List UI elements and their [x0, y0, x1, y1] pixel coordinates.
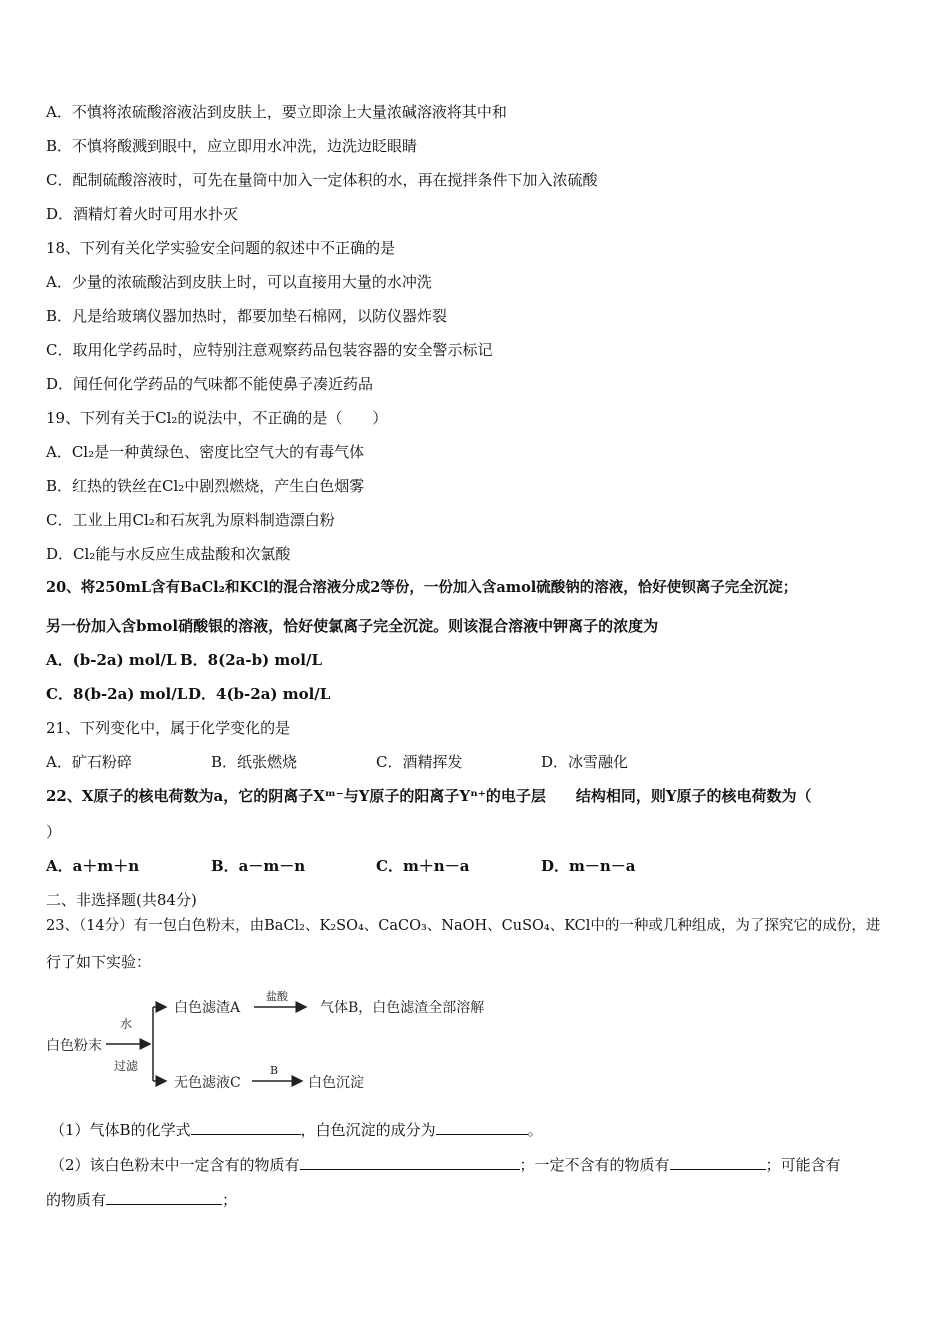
q20-option-d: D．4(b-2a) mol/L	[188, 685, 331, 703]
q21-option-c: C．酒精挥发	[376, 753, 463, 771]
q21-option-b: B．纸张燃烧	[211, 753, 298, 771]
diagram-start: 白色粉末	[46, 1038, 102, 1054]
q21-options	[46, 752, 628, 772]
answer-blank-gas-b[interactable]	[191, 1120, 301, 1135]
q23-sub2-text-e: ；	[222, 1191, 238, 1209]
q23-sub1	[50, 1120, 543, 1140]
q19-option-a: A．Cl₂是一种黄绿色、密度比空气大的有毒气体	[46, 443, 365, 461]
q23-sub1-text-b: ，白色沉淀的成分为	[300, 1121, 436, 1139]
diagram-filter: 过滤	[114, 1059, 139, 1073]
q20-stem-line2: 另一份加入含bmol硝酸银的溶液，恰好使氯离子完全沉淀。则该混合溶液中钾离子的浓度为	[46, 617, 659, 635]
q23-sub2-text-b: ；一定不含有的物质有	[519, 1156, 670, 1174]
q20-options-cd	[46, 684, 330, 704]
q23-sub1-text-c: 。	[527, 1121, 543, 1139]
q20-options-ab	[46, 650, 322, 670]
q23-sub2-cont	[46, 1190, 237, 1210]
diagram-water: 水	[120, 1017, 133, 1031]
q17-option-d: D．酒精灯着火时可用水扑灭	[46, 205, 239, 223]
q18-option-b: B．凡是给玻璃仪器加热时，都要加垫石棉网，以防仪器炸裂	[46, 307, 448, 325]
q22-option-d: D．m－n－a	[541, 857, 636, 875]
q17-option-b: B．不慎将酸溅到眼中，应立即用水冲洗，边洗边眨眼睛	[46, 137, 418, 155]
diagram-result-top: 气体B，白色滤渣全部溶解	[320, 1000, 485, 1016]
answer-blank-may-contain[interactable]	[106, 1190, 222, 1205]
q18-stem: 18、下列有关化学实验安全问题的叙述中不正确的是	[46, 239, 396, 257]
diagram-filtrate: 无色滤液C	[174, 1075, 241, 1091]
q23-stem-line1: 23、（14分）有一包白色粉末，由BaCl₂、K₂SO₄、CaCO₃、NaOH、CuSO₄、KCl中的一种或几种组成，为了探究它的成份，进	[46, 918, 881, 934]
q19-option-d: D．Cl₂能与水反应生成盐酸和次氯酸	[46, 545, 291, 563]
q21-option-a: A．矿石粉碎	[46, 753, 132, 771]
q23-sub2-text-c: ；可能含有	[765, 1156, 841, 1174]
q22-option-b: B．a－m－n	[211, 857, 306, 875]
experiment-flow-diagram	[44, 982, 514, 1097]
answer-blank-must-not-contain[interactable]	[670, 1155, 766, 1170]
diagram-acid: 盐酸	[266, 990, 288, 1003]
q17-option-a: A．不慎将浓硫酸溶液沾到皮肤上，要立即涂上大量浓碱溶液将其中和	[46, 103, 507, 121]
q23-sub1-text-a: （1）气体B的化学式	[50, 1121, 191, 1139]
diagram-reagent-b: B	[270, 1064, 279, 1077]
q17-option-c: C．配制硫酸溶液时，可先在量筒中加入一定体积的水，再在搅拌条件下加入浓硫酸	[46, 171, 598, 189]
q19-option-b: B．红热的铁丝在Cl₂中剧烈燃烧，产生白色烟雾	[46, 477, 365, 495]
q23-sub2-text-a: （2）该白色粉末中一定含有的物质有	[50, 1156, 300, 1174]
q18-option-c: C．取用化学药品时，应特别注意观察药品包装容器的安全警示标记	[46, 341, 493, 359]
q20-option-a: A．(b-2a) mol/L	[46, 651, 177, 669]
section-heading: 二、非选择题(共84分)	[46, 891, 197, 909]
q20-stem-line1: 20、将250mL含有BaCl₂和KCl的混合溶液分成2等份，一份加入含amol硫酸钠的溶液，恰好使钡离子完全沉淀；	[46, 579, 798, 596]
q22-stem-line2: ）	[46, 823, 62, 841]
q23-sub2	[50, 1155, 841, 1175]
q22-options	[46, 856, 636, 876]
q19-stem: 19、下列有关于Cl₂的说法中，不正确的是（ ）	[46, 409, 388, 427]
q21-stem: 21、下列变化中，属于化学变化的是	[46, 719, 291, 737]
q21-option-d: D．冰雪融化	[541, 753, 629, 771]
answer-blank-must-contain[interactable]	[300, 1155, 520, 1170]
q20-option-c: C．8(b-2a) mol/L	[46, 685, 188, 703]
answer-blank-precipitate[interactable]	[436, 1120, 528, 1135]
diagram-result-bottom: 白色沉淀	[308, 1075, 364, 1091]
q22-option-c: C．m＋n－a	[376, 857, 470, 875]
q20-option-b: B．8(2a-b) mol/L	[180, 651, 323, 669]
q22-option-a: A．a＋m＋n	[46, 857, 140, 875]
q22-stem-line1: 22、X原子的核电荷数为a，它的阴离子Xᵐ⁻与Y原子的阳离子Yⁿ⁺的电子层 结构相同，则Y原子的核电荷数为（	[46, 787, 812, 805]
diagram-residue: 白色滤渣A	[174, 1000, 241, 1016]
q23-stem-line2: 行了如下实验：	[46, 953, 152, 971]
q19-option-c: C．工业上用Cl₂和石灰乳为原料制造漂白粉	[46, 511, 335, 529]
q23-sub2-text-d: 的物质有	[46, 1191, 107, 1209]
q18-option-a: A．少量的浓硫酸沾到皮肤上时，可以直接用大量的水冲洗	[46, 273, 432, 291]
q18-option-d: D．闻任何化学药品的气味都不能使鼻子凑近药品	[46, 375, 374, 393]
